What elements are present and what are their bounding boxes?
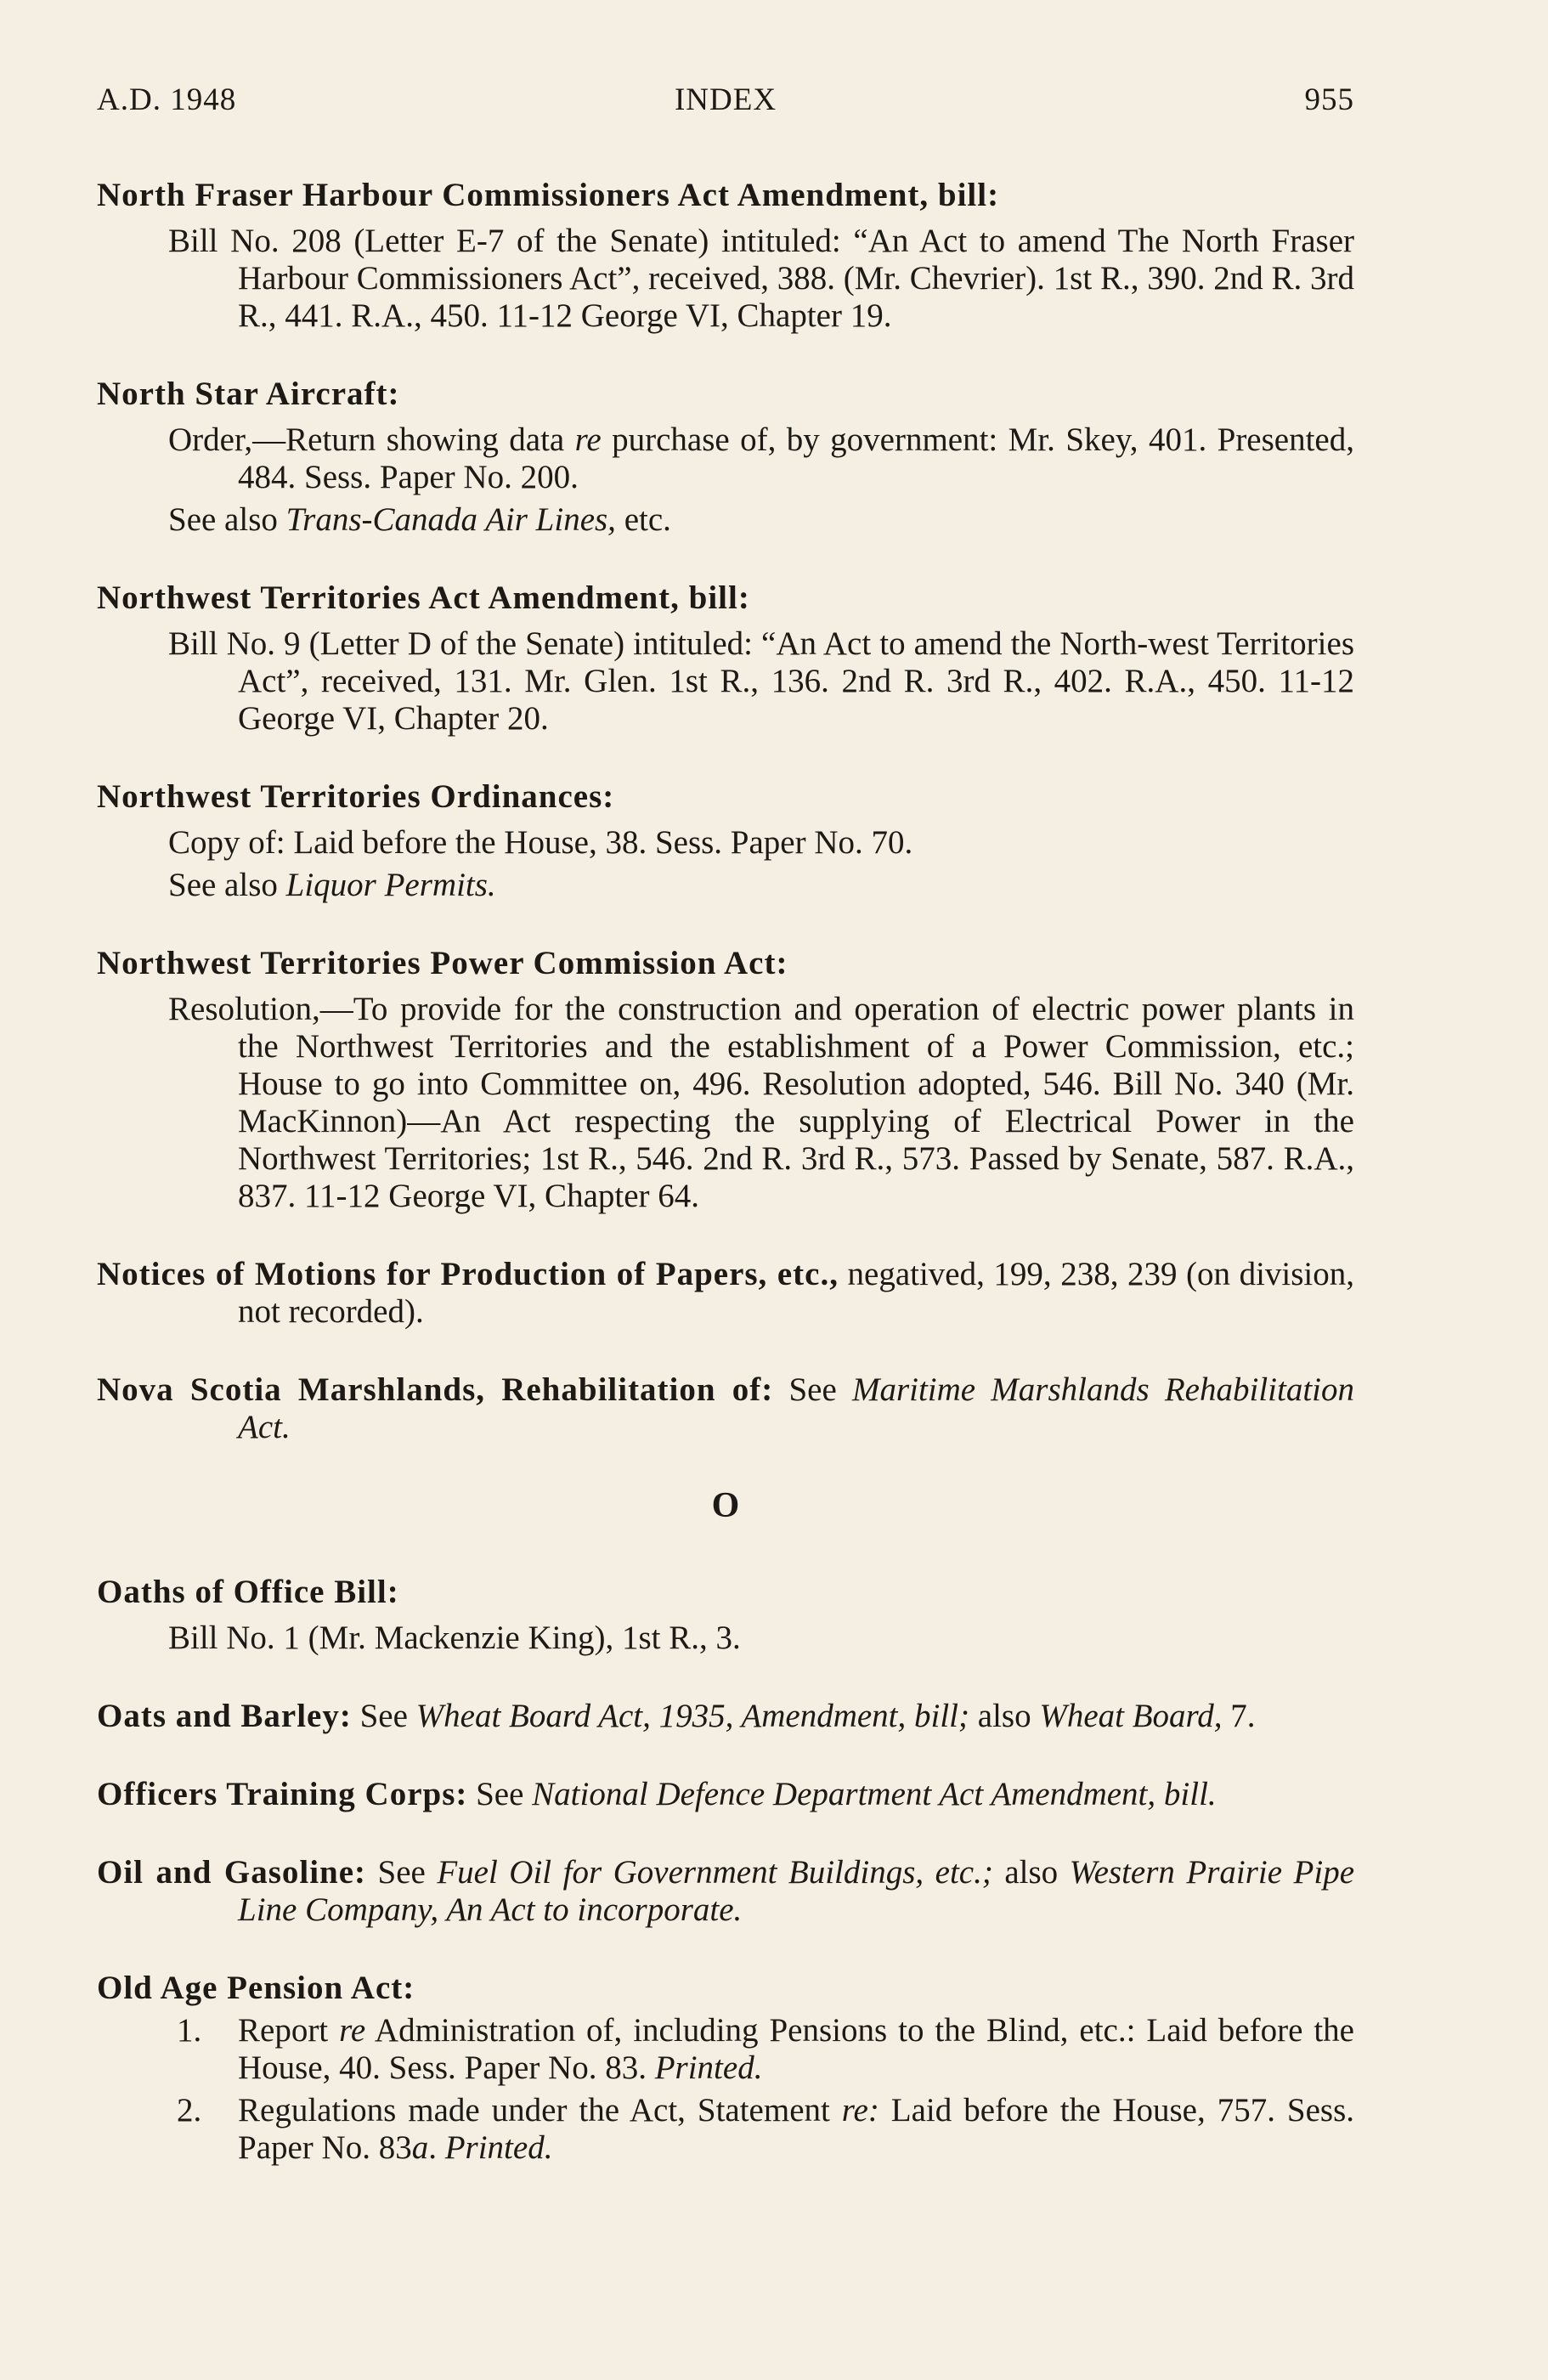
index-entry [97,1776,1354,1813]
index-entry [97,1854,1354,1929]
entry-body: Bill No. 208 (Letter E-7 of the Senate) intituled: “An Act to amend The North Fraser Harbour Commissioners Act”, received, 388. (Mr. Chevrier). 1st R., 390. 2nd R. 3rd R., 441. R.A., 450. 11-12 George VI, Chapter 19. [168,223,1354,334]
see-label: See [366,1854,438,1891]
index-entry [97,1574,1354,1657]
index-entry [97,1256,1354,1331]
see-suffix: etc. [615,501,671,538]
see-label: See also [168,501,286,538]
see-reference: National Defence Department Act Amendment, bill. [532,1776,1217,1812]
entry-heading: North Star Aircraft: [97,376,400,412]
entry-heading: Oaths of Office Bill: [97,1574,399,1610]
see-label: See [467,1776,533,1812]
see-reference: Wheat Board, [1039,1698,1223,1734]
numbered-item [97,2012,1354,2087]
see-reference: Wheat Board Act, 1935, Amendment, bill; [415,1698,970,1734]
see-reference: Western Prairie Pipe Line Company, An Act to incorporate. [238,1854,1355,1928]
item-number: 1. [177,2012,202,2049]
entry-text: purchase of, by government: Mr. Skey, 401. Presented, 484. Sess. Paper No. 200. [238,421,1354,495]
header-title: INDEX [674,82,777,117]
see-also-label: also [992,1854,1070,1891]
see-reference: Liquor Permits. [285,867,496,903]
see-also [97,501,1354,539]
index-entry [97,778,1354,904]
index-content [97,177,1354,2208]
entry-text: Order,—Return showing data [168,421,575,458]
index-entry [97,1698,1354,1735]
see-also-label: also [969,1698,1040,1734]
entry-heading: Officers Training Corps: [97,1776,468,1812]
entry-heading: Oil and Gasoline: [97,1854,367,1891]
see-reference: Fuel Oil for Government Buildings, etc.; [437,1854,993,1891]
entry-text: . [428,2129,445,2166]
entry-text: Report [238,2012,340,2049]
item-number: 2. [177,2092,202,2128]
entry-heading: Northwest Territories Power Commission Act: [97,945,788,981]
printed-label: Printed. [444,2129,553,2166]
index-entry [97,945,1354,1215]
entry-heading: Nova Scotia Marshlands, Rehabilitation of: [97,1371,774,1408]
entry-italic: re [339,2012,366,2049]
printed-label: Printed. [654,2049,763,2086]
page-header [97,82,1354,133]
entry-text: negatived, 199, 238, 239 (on division, not recorded). [238,1256,1355,1330]
index-entry [97,579,1354,738]
index-entry [97,177,1354,335]
entry-heading: Northwest Territories Ordinances: [97,778,615,815]
entry-text: Regulations made under the Act, Statement [238,2092,842,2128]
entry-body: Resolution,—To provide for the construction and operation of electric power plants in the Northwest Territories and the establishment of a Power Commission, etc.; House to go into Committee on, 496. Resolution adopted, 546. Bill No. 340 (Mr. MacKinnon)—An Act respecting the supplying of Electrical Power in the Northwest Territories; 1st R., 546. 2nd R. 3rd R., 573. Passed by Senate, 587. R.A., 837. 11-12 George VI, Chapter 64. [168,991,1354,1214]
entry-heading: Old Age Pension Act: [97,1970,415,2006]
index-entry [97,376,1354,539]
see-reference: Trans-Canada Air Lines, [285,501,616,538]
entry-italic: re: [841,2092,879,2128]
see-also [97,867,1354,904]
page-number: 955 [1304,82,1354,117]
header-year: A.D. 1948 [97,82,237,117]
entry-heading: Oats and Barley: [97,1698,352,1734]
entry-heading: Notices of Motions for Production of Papers, etc., [97,1256,839,1292]
entry-text: Laid before the House, 757. Sess. Paper No. 83 [238,2092,1354,2166]
entry-body: Copy of: Laid before the House, 38. Sess. Paper No. 70. [168,824,913,861]
see-label: See also [168,867,286,903]
entry-body: Bill No. 9 (Letter D of the Senate) intituled: “An Act to amend the North-west Territories Act”, received, 131. Mr. Glen. 1st R., 136. 2nd R. 3rd R., 402. R.A., 450. 11-12 George VI, Chapter 20. [168,625,1354,737]
index-entry [97,1970,1354,2167]
entry-italic: re [574,421,602,458]
entry-body: Bill No. 1 (Mr. Mackenzie King), 1st R., 3. [168,1620,741,1656]
entry-heading: North Fraser Harbour Commissioners Act Amendment, bill: [97,177,1000,213]
index-entry [97,1371,1354,1446]
entry-body [97,421,1354,496]
see-label: See [351,1698,416,1734]
entry-heading: Northwest Territories Act Amendment, bill: [97,579,750,616]
section-letter: O [711,1486,740,1525]
see-reference: Maritime Marshlands Rehabilitation Act. [238,1371,1355,1445]
paper-suffix: a [411,2129,429,2166]
entry-text: 7. [1222,1698,1256,1734]
numbered-item [97,2092,1354,2167]
entry-text: Administration of, including Pensions to the Blind, etc.: Laid before the House, 40. Sess. Paper No. 83. [238,2012,1354,2086]
see-label: See [773,1371,852,1408]
